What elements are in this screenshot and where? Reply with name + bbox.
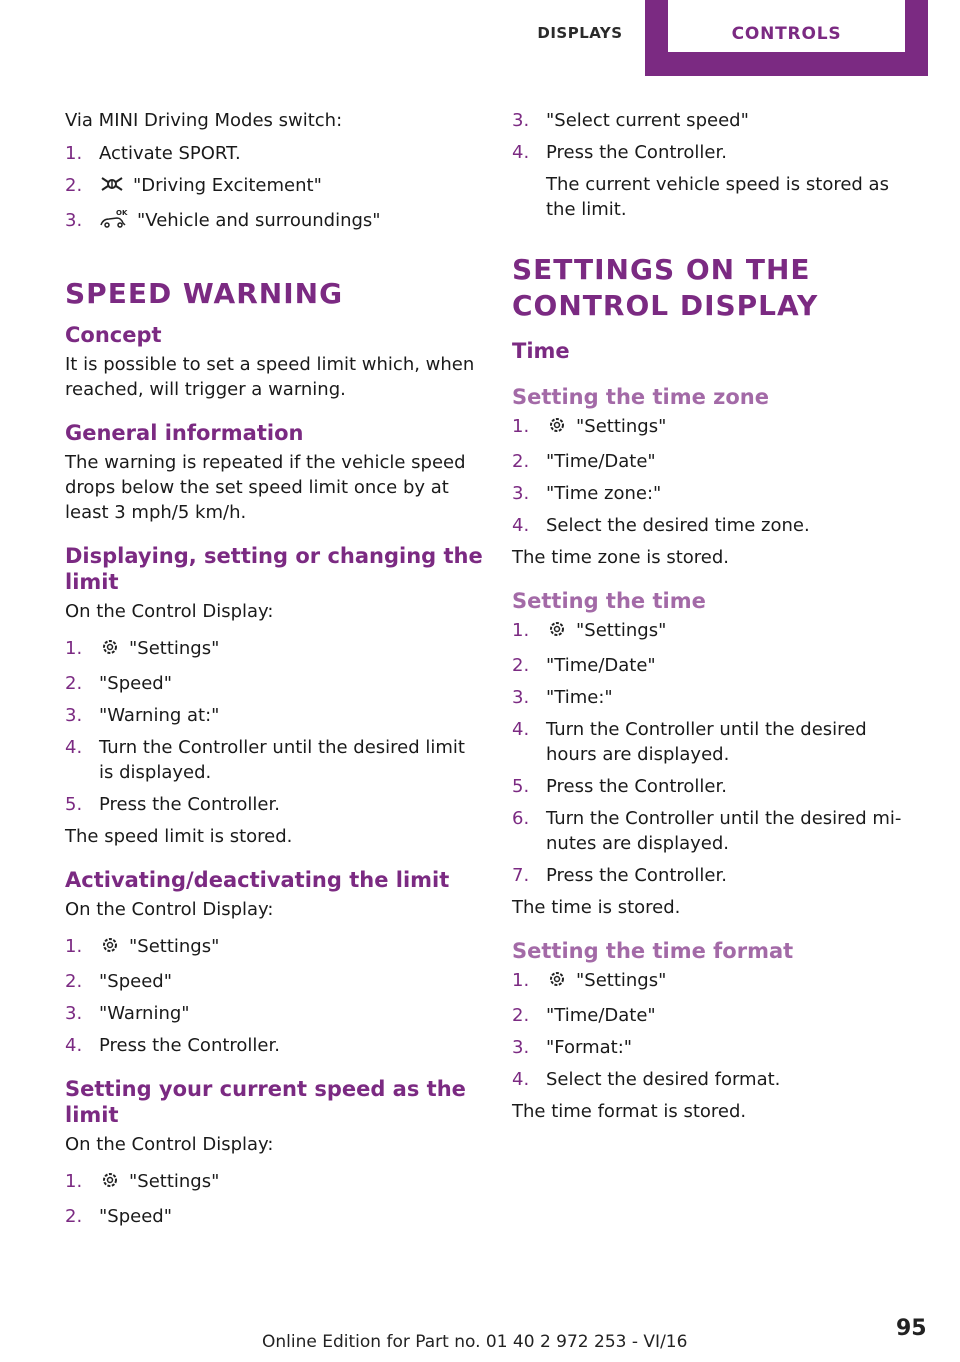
list-item: 5. Press the Controller. <box>512 776 727 797</box>
driving-modes-icon <box>99 174 125 201</box>
list-item: 2. "Time/Date" <box>512 655 656 676</box>
displaying-result: The speed limit is stored. <box>65 826 293 847</box>
heading-displaying-limit: Displaying, setting or changing the limit <box>65 544 483 594</box>
general-text: The warning is repeated if the vehicle speed drops below the set speed limit once by at least 3 mph/5 km/h. <box>65 452 466 523</box>
time-steps <box>512 618 917 888</box>
list-item: 2. "Speed" <box>65 673 172 694</box>
current-steps <box>65 1169 485 1229</box>
settings-gear-icon <box>546 619 568 646</box>
tab-controls[interactable] <box>645 0 928 76</box>
intro-steps <box>65 141 485 236</box>
list-item: 3. OK "Vehicle and surroundings" <box>65 208 485 236</box>
list-item: 3. "Time:" <box>512 687 613 708</box>
list-item: 4. Select the desired time zone. <box>512 515 810 536</box>
zone-steps <box>512 414 917 538</box>
list-item: 1. "Settings" <box>65 636 485 664</box>
list-item: 1. "Settings" <box>512 968 917 996</box>
list-item: 3. "Warning" <box>65 1003 190 1024</box>
list-item: 4. Select the desired format. <box>512 1069 781 1090</box>
section-heading-speed-warning: SPEED WARNING <box>65 277 344 310</box>
heading-current-speed-limit: Setting your current speed as the limit <box>65 1077 466 1127</box>
list-item: 1. "Settings" <box>65 1169 485 1197</box>
settings-gear-icon <box>546 415 568 442</box>
list-item: 4. Turn the Controller until the desired hours are displayed. <box>512 719 867 765</box>
heading-setting-time: Setting the time <box>512 589 706 613</box>
list-item: 1. "Settings" <box>512 414 917 442</box>
current-intro: On the Control Display: <box>65 1134 274 1155</box>
page-number: 95 <box>896 1316 927 1341</box>
settings-gear-icon <box>99 1170 121 1197</box>
format-steps <box>512 968 917 1092</box>
continued-note: The current vehicle speed is stored as the limit. <box>546 174 889 220</box>
activating-intro: On the Control Display: <box>65 899 274 920</box>
list-item: 3. "Warning at:" <box>65 705 220 726</box>
svg-text:OK: OK <box>116 209 128 217</box>
list-item: 3. "Time zone:" <box>512 483 662 504</box>
settings-gear-icon <box>99 637 121 664</box>
heading-activating-limit: Activating/deactivating the limit <box>65 868 450 892</box>
activating-steps <box>65 934 485 1058</box>
edition-text: Online Edition for Part no. 01 40 2 972 253 - VI/16 <box>262 1332 688 1352</box>
left-column <box>65 108 485 1236</box>
heading-setting-time-format: Setting the time format <box>512 939 794 963</box>
list-item: 2. "Time/Date" <box>512 1005 656 1026</box>
page-footer <box>0 1316 960 1362</box>
list-item: 2. "Driving Excitement" <box>65 173 485 201</box>
heading-concept: Concept <box>65 323 162 347</box>
zone-result: The time zone is stored. <box>512 547 730 568</box>
list-item: 4. Turn the Controller until the desired limit is displayed. <box>65 737 465 783</box>
list-item: 2. "Speed" <box>65 1206 172 1227</box>
displaying-intro: On the Control Display: <box>65 601 274 622</box>
vehicle-ok-icon <box>99 209 129 236</box>
right-column <box>512 108 917 1132</box>
list-item: 1. "Settings" <box>65 934 485 962</box>
settings-gear-icon <box>546 969 568 996</box>
list-item: 6. Turn the Controller until the desired mi‐ nutes are displayed. <box>512 808 902 854</box>
tab-displays[interactable]: DISPLAYS <box>537 24 623 42</box>
time-result: The time is stored. <box>512 897 681 918</box>
settings-gear-icon <box>99 935 121 962</box>
list-item: 5. Press the Controller. <box>65 794 280 815</box>
heading-time: Time <box>512 339 570 363</box>
list-item: 2. "Speed" <box>65 971 172 992</box>
list-item: 1. Activate SPORT. <box>65 143 241 164</box>
displaying-steps <box>65 636 485 817</box>
concept-text: It is possible to set a speed limit which, when reached, will trigger a warning. <box>65 354 475 400</box>
tab-controls-label: CONTROLS <box>668 0 905 52</box>
list-item: 3. "Format:" <box>512 1037 633 1058</box>
heading-setting-time-zone: Setting the time zone <box>512 385 769 409</box>
header-tabs <box>0 0 960 76</box>
list-item: 4. Press the Controller. <box>512 142 727 163</box>
intro-text: Via MINI Driving Modes switch: <box>65 110 343 131</box>
list-item: 7. Press the Controller. <box>512 865 727 886</box>
list-item: 1. "Settings" <box>512 618 917 646</box>
list-item: 2. "Time/Date" <box>512 451 656 472</box>
format-result: The time format is stored. <box>512 1101 747 1122</box>
heading-general-information: General information <box>65 421 304 445</box>
list-item: 4. Press the Controller. <box>65 1035 280 1056</box>
section-heading-settings-control-display: SETTINGS ON THE CONTROL DISPLAY <box>512 253 819 322</box>
list-item: 3. "Select current speed" <box>512 110 749 131</box>
continued-steps <box>512 108 917 165</box>
